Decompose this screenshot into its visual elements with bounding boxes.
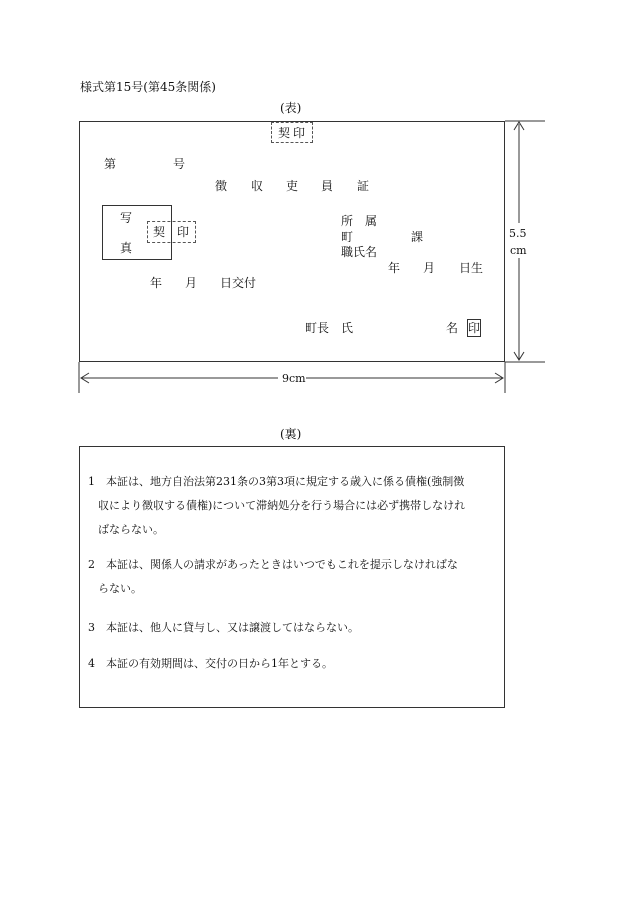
mayor-label: 町長 氏 (305, 321, 354, 335)
notice-item-2-line2: らない。 (98, 582, 142, 595)
card-title-char: 徴 (215, 179, 228, 193)
name-label: 職氏名 (341, 245, 378, 259)
birth-month: 月 (423, 261, 436, 275)
photo-seal-text: 契 印 (153, 225, 190, 239)
number-go: 号 (173, 157, 186, 171)
mayor-name-suffix: 名 (446, 321, 459, 335)
issue-month: 月 (185, 276, 198, 290)
birth-year: 年 (388, 261, 401, 275)
mayor-seal-text: 印 (468, 321, 481, 335)
notice-item-2-line1: 2 本証は、関係人の請求があったときはいつでもこれを提示しなければな (88, 558, 458, 571)
height-dimension-value: 5.5 (509, 227, 527, 240)
section-label: 課 (411, 230, 424, 244)
card-title-char: 収 (251, 179, 264, 193)
town-label: 町 (341, 230, 354, 244)
notice-item-2 (88, 553, 498, 601)
notice-item-1-line2: 収により徴収する債権)について滞納処分を行う場合には必ず携帯しなけれ (98, 499, 466, 512)
photo-label-2: 真 (120, 241, 133, 255)
issue-year: 年 (150, 276, 163, 290)
card-title-char: 員 (321, 179, 334, 193)
notice-item-1-line3: ばならない。 (98, 523, 164, 536)
card-title-char: 証 (357, 179, 370, 193)
card-title-char: 吏 (286, 179, 299, 193)
front-label: (表) (280, 101, 302, 115)
issue-suffix: 日交付 (220, 276, 257, 290)
width-dimension-label: 9cm (282, 372, 306, 385)
notice-item-3: 3 本証は、他人に貸与し、又は譲渡してはならない。 (88, 621, 359, 634)
form-title: 様式第15号(第45条関係) (80, 80, 216, 94)
top-seal-text: 契印 (278, 126, 309, 140)
photo-label-1: 写 (120, 211, 133, 225)
notice-item-1-line1: 1 本証は、地方自治法第231条の3第3項に規定する歳入に係る債権(強制徴 (88, 475, 465, 488)
birth-suffix: 日生 (459, 261, 484, 275)
number-dai: 第 (104, 157, 117, 171)
notice-item-1 (88, 470, 498, 542)
height-dimension-unit: cm (510, 244, 527, 257)
back-label: (裏) (280, 427, 302, 441)
affiliation-label: 所 属 (341, 214, 378, 228)
notice-item-4: 4 本証の有効期間は、交付の日から1年とする。 (88, 657, 333, 670)
